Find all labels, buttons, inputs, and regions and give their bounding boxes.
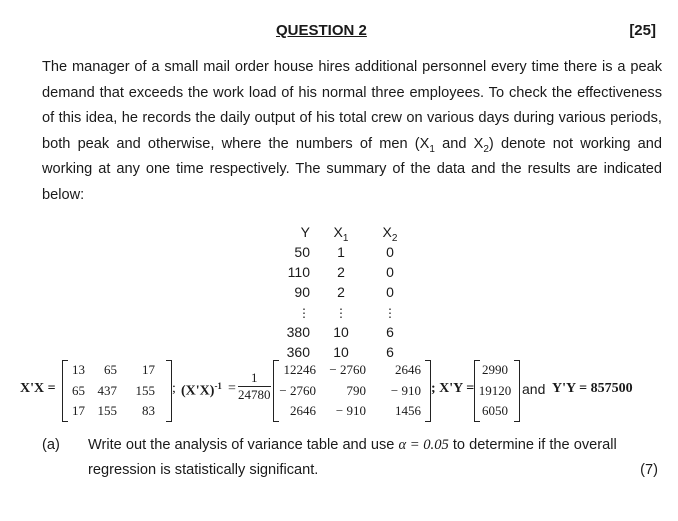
part-a-label: (a)	[42, 437, 60, 453]
question-marks: [25]	[629, 22, 656, 39]
table-row	[270, 322, 410, 342]
inverse-fraction	[238, 370, 271, 403]
data-table	[270, 222, 410, 362]
cell-x2: 6	[386, 344, 394, 360]
inverse-label: $(X'X)^{-1}$	[181, 381, 222, 399]
xty-vector: 2990 19120 6050	[474, 360, 520, 422]
data-table-header	[270, 222, 410, 242]
table-row	[270, 262, 410, 282]
cell-x2: 0	[386, 284, 394, 300]
matrix-summary	[20, 360, 660, 424]
header-x2: $X_2$	[382, 224, 398, 244]
intro-text-1: The manager of a small mail order house hires additional personnel every time there is a peak demand that exceeds the work load of his normal three employees. To check the effectiveness of this idea, he records the daily output of his total crew on various days during various periods, both peak and otherwise, where the numbers of men (X	[42, 59, 662, 152]
table-row	[270, 282, 410, 302]
intro-sub-1: 1	[429, 143, 435, 155]
fraction-numerator: 1	[238, 370, 271, 387]
header-y: Y	[300, 224, 310, 240]
part-a-text: Write out the analysis of variance table and use α = 0.05 to determine if the overall regression is statistically significant.	[88, 437, 617, 478]
yty-value: Y'Y = 857500	[552, 381, 633, 396]
table-row-ellipsis	[270, 302, 410, 322]
cell-y: 90	[294, 284, 310, 300]
question-title: QUESTION 2	[276, 22, 367, 39]
cell-x1: 10	[333, 344, 349, 360]
xtx-label: X'X =	[20, 381, 56, 396]
cell-y: 50	[294, 244, 310, 260]
and-text: and	[522, 381, 546, 397]
table-row	[270, 342, 410, 362]
part-a-marks: (7)	[640, 462, 658, 478]
cell-y: 110	[287, 264, 310, 280]
cell-y: 380	[286, 324, 310, 340]
inverse-matrix: 12246 − 2760 2646 − 2760 790 − 910 2646 − 910 1456	[273, 360, 431, 422]
cell-x1: 2	[337, 264, 345, 280]
cell-x2: 0	[386, 244, 394, 260]
alpha-value: α = 0.05	[398, 437, 449, 453]
question-header	[0, 22, 678, 44]
header-x1: $X_1$	[333, 224, 349, 244]
cell-y: 360	[286, 344, 310, 360]
intro-sub-2: 2	[483, 143, 489, 155]
table-row	[270, 242, 410, 262]
xtx-matrix: 13 65 17 65 437 155 17 155 83	[62, 360, 172, 422]
separator-semicolon: ;	[172, 381, 176, 396]
cell-x1: 1	[337, 244, 345, 260]
question-intro	[42, 55, 662, 208]
cell-x2-vdots: ⋮	[384, 306, 396, 320]
cell-x1-vdots: ⋮	[335, 306, 347, 320]
cell-y-vdots: ⋮	[298, 306, 310, 320]
xty-label: ; X'Y =	[431, 381, 475, 396]
cell-x2: 0	[386, 264, 394, 280]
cell-x1: 10	[333, 324, 349, 340]
cell-x1: 2	[337, 284, 345, 300]
cell-x2: 6	[386, 324, 394, 340]
inverse-equals: =	[228, 381, 236, 396]
fraction-denominator: 24780	[238, 387, 271, 402]
intro-text-2: ) denote not working and working at any one time respectively. The summary of the data and the results are indicated below:	[42, 135, 663, 203]
intro-and: and X	[434, 135, 484, 152]
